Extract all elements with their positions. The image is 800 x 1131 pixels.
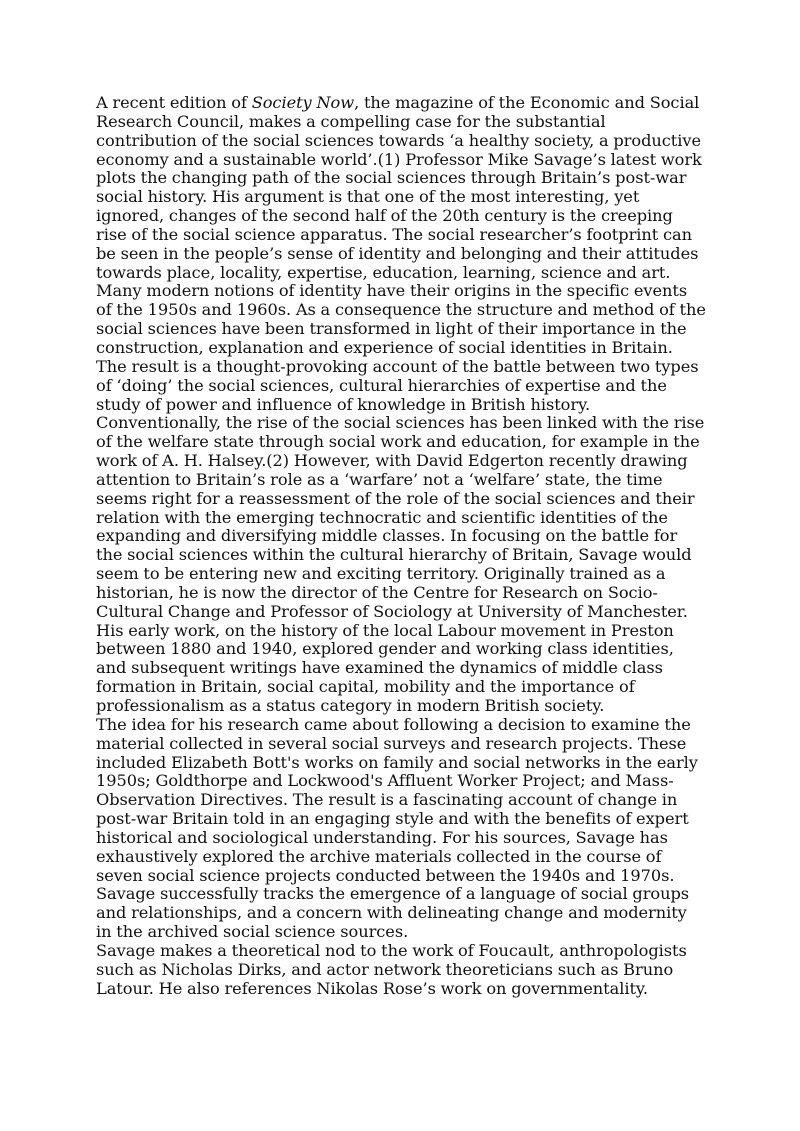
document-body (96, 94, 706, 999)
magazine-title: Society Now (251, 93, 355, 112)
paragraph-2: Conventionally, the rise of the social sciences has been linked with the rise of the welfare state through social work and education, for example in the work of A. H. Halsey.(2) However, with David Edgerton recently drawing attention to Britain’s role as a ‘warfare’ not a ‘welfare’ state, the time seems right for a reassessment of the role of the social sciences and their relation with the emerging technocratic and scientific identities of the expanding and diversifying middle classes. In focusing on the battle for the social sciences within the cultural hierarchy of Britain, Savage would seem to be entering new and exciting territory. Originally trained as a historian, he is now the director of the Centre for Research on Socio-Cultural Change and Professor of Sociology at University of Manchester. His early work, on the history of the local Labour movement in Preston between 1880 and 1940, explored gender and working class identities, and subsequent writings have examined the dynamics of middle class formation in Britain, social capital, mobility and the importance of professionalism as a status category in modern British society. (96, 413, 705, 715)
paragraph-1-rest: , the magazine of the Economic and Social Research Council, makes a compelling case for the substantial contribution of the social sciences towards ‘a healthy society, a productive economy and a sustainable world’.(1) Professor Mike Savage’s latest work plots the changing path of the social sciences through Britain’s post-war social history. His argument is that one of the most interesting, yet ignored, changes of the second half of the 20th century is the creeping rise of the social science apparatus. The social researcher’s footprint can be seen in the people’s sense of identity and belonging and their attitudes towards place, locality, expertise, education, learning, science and art. Many modern notions of identity have their origins in the specific events of the 1950s and 1960s. As a consequence the structure and method of the social sciences have been transformed in light of their importance in the construction, explanation and experience of social identities in Britain. The result is a thought-provoking account of the battle between two types of ‘doing’ the social sciences, cultural hierarchies of expertise and the study of power and influence of knowledge in British history. (96, 93, 706, 414)
paragraph-1-lead: A recent edition of (96, 93, 252, 112)
paragraph-4: Savage makes a theoretical nod to the work of Foucault, anthropologists such as Nicholas Dirks, and actor network theoreticians such as Bruno Latour. He also references Nikolas Rose’s work on governmentality. (96, 940, 687, 998)
paragraph-3: The idea for his research came about following a decision to examine the material collected in several social surveys and research projects. These included Elizabeth Bott's works on family and social networks in the early 1950s; Goldthorpe and Lockwood's Affluent Worker Project; and Mass-Observation Directives. The result is a fascinating account of change in post-war Britain told in an engaging style and with the benefits of expert historical and sociological understanding. For his sources, Savage has exhaustively explored the archive materials collected in the course of seven social science projects conducted between the 1940s and 1970s. Savage successfully tracks the emergence of a language of social groups and relationships, and a concern with delineating change and modernity in the archived social science sources. (96, 714, 698, 942)
paragraph-1 (96, 94, 706, 414)
